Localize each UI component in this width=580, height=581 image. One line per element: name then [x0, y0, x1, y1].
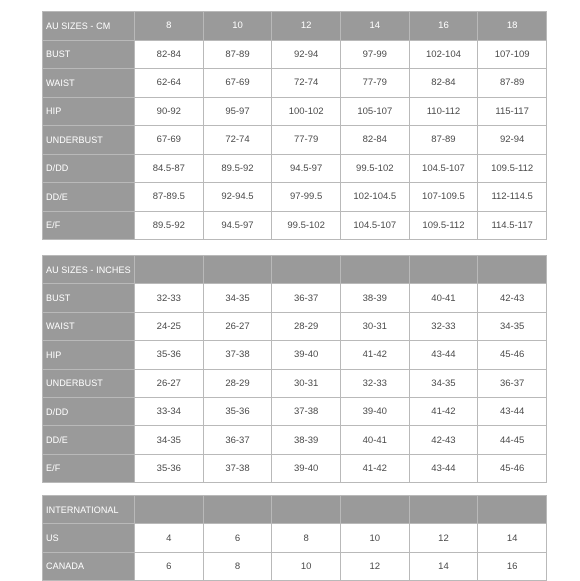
table-cell: 35-36	[203, 397, 272, 425]
table-cell: 109.5-112	[478, 154, 547, 183]
table-cell: 45-46	[478, 454, 547, 482]
table-cell: 89.5-92	[135, 211, 204, 240]
table-cell: 115-117	[478, 97, 547, 126]
table-row	[43, 369, 547, 397]
table-cell: 37-38	[203, 454, 272, 482]
international-sizes-table	[42, 495, 547, 581]
table-cell: 43-44	[409, 454, 478, 482]
table-cell: 102-104.5	[340, 183, 409, 212]
size-header	[409, 496, 478, 524]
table-cell: 84.5-87	[135, 154, 204, 183]
table-cell: 114.5-117	[478, 211, 547, 240]
row-label: E/F	[43, 211, 135, 240]
row-label: UNDERBUST	[43, 369, 135, 397]
row-label: HIP	[43, 97, 135, 126]
table-cell: 39-40	[340, 397, 409, 425]
table-cell: 105-107	[340, 97, 409, 126]
table-cell: 45-46	[478, 341, 547, 369]
table-cell: 87-89	[409, 126, 478, 155]
table-cell: 26-27	[135, 369, 204, 397]
table-cell: 38-39	[272, 426, 341, 454]
table-cell: 12	[340, 552, 409, 580]
table-cell: 14	[478, 524, 547, 552]
table-cell: 42-43	[478, 284, 547, 312]
table-cell: 87-89	[478, 69, 547, 98]
table-cell: 4	[135, 524, 204, 552]
table-cell: 95-97	[203, 97, 272, 126]
table-cell: 30-31	[272, 369, 341, 397]
table-cell: 99.5-102	[272, 211, 341, 240]
size-header	[478, 496, 547, 524]
table-cell: 92-94	[478, 126, 547, 155]
table-cell: 36-37	[272, 284, 341, 312]
row-label: CANADA	[43, 552, 135, 580]
table-row	[43, 284, 547, 312]
row-label: WAIST	[43, 312, 135, 340]
table-cell: 102-104	[409, 40, 478, 69]
table-cell: 37-38	[203, 341, 272, 369]
table-header-row	[43, 256, 547, 284]
table-cell: 72-74	[272, 69, 341, 98]
table-cell: 107-109.5	[409, 183, 478, 212]
table-cell: 41-42	[340, 454, 409, 482]
row-label: WAIST	[43, 69, 135, 98]
table-cell: 87-89.5	[135, 183, 204, 212]
table-cell: 36-37	[203, 426, 272, 454]
table-cell: 94.5-97	[203, 211, 272, 240]
size-header: 8	[135, 12, 204, 41]
table-row	[43, 40, 547, 69]
table-cell: 32-33	[340, 369, 409, 397]
row-label: DD/E	[43, 183, 135, 212]
table-cell: 28-29	[272, 312, 341, 340]
table-cell: 89.5-92	[203, 154, 272, 183]
row-label: DD/E	[43, 426, 135, 454]
table-cell: 82-84	[409, 69, 478, 98]
table-cell: 6	[203, 524, 272, 552]
table-cell: 100-102	[272, 97, 341, 126]
table-cell: 109.5-112	[409, 211, 478, 240]
table-cell: 62-64	[135, 69, 204, 98]
table-header-row	[43, 12, 547, 41]
size-header	[272, 496, 341, 524]
table-header-row	[43, 496, 547, 524]
table-cell: 40-41	[340, 426, 409, 454]
table-cell: 6	[135, 552, 204, 580]
table-cell: 90-92	[135, 97, 204, 126]
row-label: E/F	[43, 454, 135, 482]
table-cell: 43-44	[478, 397, 547, 425]
table-cell: 40-41	[409, 284, 478, 312]
row-label: BUST	[43, 40, 135, 69]
table-row	[43, 454, 547, 482]
table-row	[43, 524, 547, 552]
table-cell: 99.5-102	[340, 154, 409, 183]
table-cell: 104.5-107	[340, 211, 409, 240]
size-header: 12	[272, 12, 341, 41]
table-cell: 8	[272, 524, 341, 552]
row-label: D/DD	[43, 397, 135, 425]
table-cell: 97-99.5	[272, 183, 341, 212]
table-cell: 44-45	[478, 426, 547, 454]
table-title: AU SIZES - INCHES	[43, 256, 135, 284]
table-row	[43, 69, 547, 98]
table-row	[43, 341, 547, 369]
table-cell: 82-84	[340, 126, 409, 155]
table-cell: 43-44	[409, 341, 478, 369]
table-cell: 97-99	[340, 40, 409, 69]
table-row	[43, 97, 547, 126]
table-cell: 34-35	[135, 426, 204, 454]
table-cell: 42-43	[409, 426, 478, 454]
table-cell: 32-33	[135, 284, 204, 312]
table-cell: 92-94	[272, 40, 341, 69]
row-label: HIP	[43, 341, 135, 369]
size-header	[203, 496, 272, 524]
size-header: 10	[203, 12, 272, 41]
row-label: UNDERBUST	[43, 126, 135, 155]
table-cell: 104.5-107	[409, 154, 478, 183]
table-cell: 28-29	[203, 369, 272, 397]
table-cell: 35-36	[135, 454, 204, 482]
row-label: D/DD	[43, 154, 135, 183]
table-row	[43, 126, 547, 155]
table-row	[43, 397, 547, 425]
table-cell: 94.5-97	[272, 154, 341, 183]
table-cell: 35-36	[135, 341, 204, 369]
table-cell: 72-74	[203, 126, 272, 155]
table-cell: 41-42	[409, 397, 478, 425]
table-cell: 39-40	[272, 454, 341, 482]
table-cell: 12	[409, 524, 478, 552]
table-cell: 112-114.5	[478, 183, 547, 212]
table-row	[43, 211, 547, 240]
au-sizes-cm-table	[42, 11, 547, 240]
table-cell: 26-27	[203, 312, 272, 340]
table-cell: 33-34	[135, 397, 204, 425]
size-header	[409, 256, 478, 284]
table-cell: 34-35	[478, 312, 547, 340]
table-cell: 32-33	[409, 312, 478, 340]
table-cell: 14	[409, 552, 478, 580]
table-cell: 39-40	[272, 341, 341, 369]
table-row	[43, 183, 547, 212]
table-title: AU SIZES - CM	[43, 12, 135, 41]
size-header: 16	[409, 12, 478, 41]
row-label: BUST	[43, 284, 135, 312]
table-cell: 77-79	[340, 69, 409, 98]
table-cell: 24-25	[135, 312, 204, 340]
table-cell: 30-31	[340, 312, 409, 340]
table-row	[43, 312, 547, 340]
size-header	[203, 256, 272, 284]
table-row	[43, 426, 547, 454]
size-header	[272, 256, 341, 284]
table-cell: 110-112	[409, 97, 478, 126]
size-header: 14	[340, 12, 409, 41]
table-cell: 8	[203, 552, 272, 580]
table-cell: 36-37	[478, 369, 547, 397]
size-header	[340, 256, 409, 284]
size-header: 18	[478, 12, 547, 41]
table-cell: 10	[340, 524, 409, 552]
size-header	[135, 496, 204, 524]
table-row	[43, 552, 547, 580]
au-sizes-inches-table	[42, 255, 547, 483]
table-cell: 34-35	[409, 369, 478, 397]
table-cell: 34-35	[203, 284, 272, 312]
table-cell: 67-69	[135, 126, 204, 155]
table-cell: 16	[478, 552, 547, 580]
size-header	[135, 256, 204, 284]
table-cell: 77-79	[272, 126, 341, 155]
row-label: US	[43, 524, 135, 552]
size-header	[478, 256, 547, 284]
table-cell: 87-89	[203, 40, 272, 69]
table-row	[43, 154, 547, 183]
table-cell: 82-84	[135, 40, 204, 69]
table-title: INTERNATIONAL	[43, 496, 135, 524]
table-cell: 67-69	[203, 69, 272, 98]
table-cell: 92-94.5	[203, 183, 272, 212]
table-cell: 107-109	[478, 40, 547, 69]
table-cell: 37-38	[272, 397, 341, 425]
table-cell: 10	[272, 552, 341, 580]
table-cell: 41-42	[340, 341, 409, 369]
size-header	[340, 496, 409, 524]
table-cell: 38-39	[340, 284, 409, 312]
